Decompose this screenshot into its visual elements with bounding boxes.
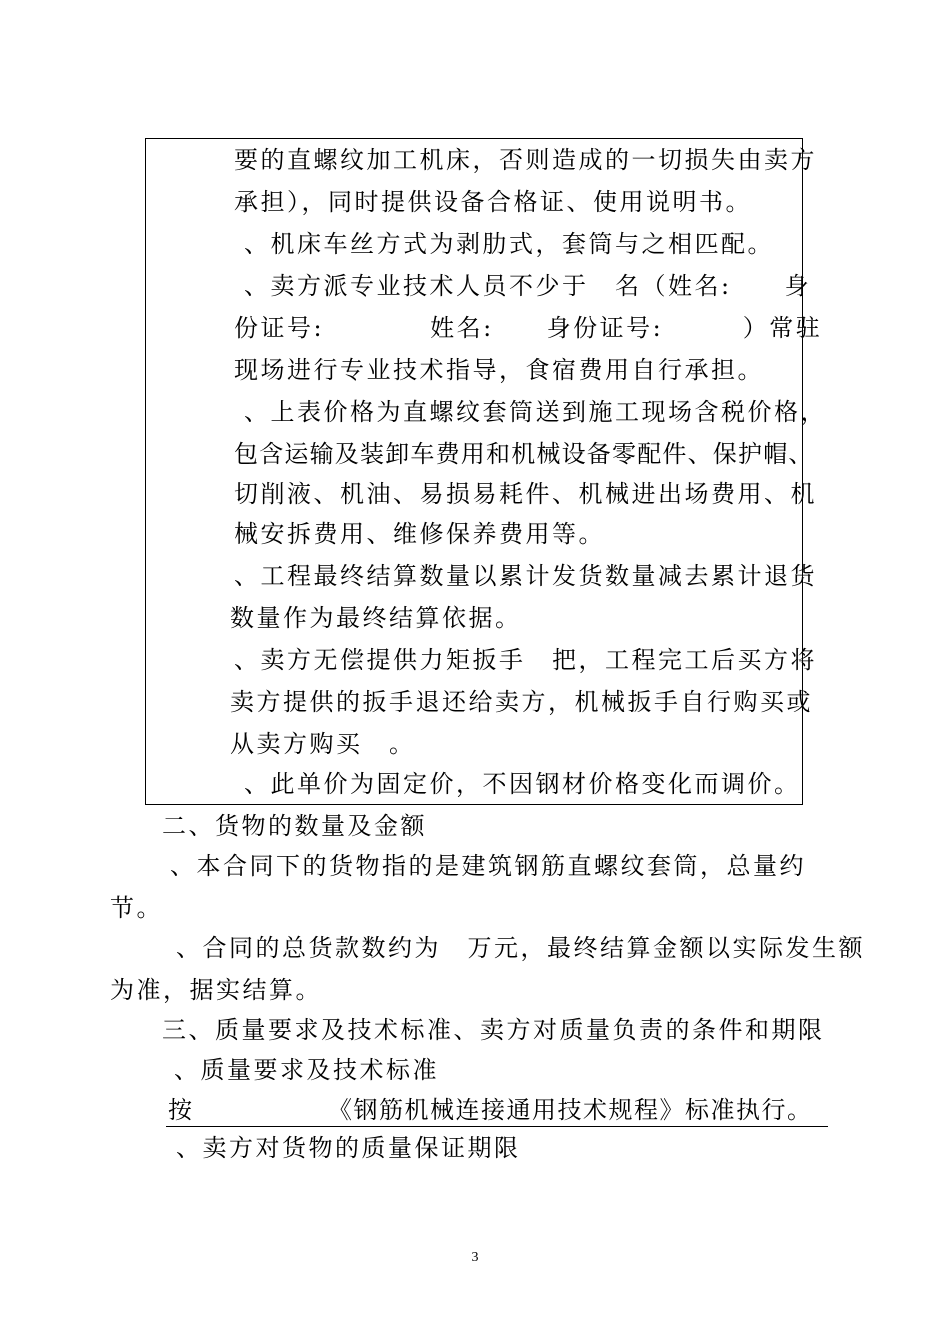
section-heading: 二、货物的数量及金额 <box>162 812 427 840</box>
standard-prefix: 按 <box>168 1096 192 1124</box>
box-line: 包含运输及装卸车费用和机械设备零配件、保护帽、 <box>234 440 814 468</box>
box-line: 要的直螺纹加工机床，否则造成的一切损失由卖方 <box>234 146 817 174</box>
body-line: 为准，据实结算。 <box>110 976 322 1004</box>
box-line: 械安拆费用、维修保养费用等。 <box>234 520 605 548</box>
box-line: 承担），同时提供设备合格证、使用说明书。 <box>234 188 752 216</box>
section-heading: 三、质量要求及技术标准、卖方对质量负责的条件和期限 <box>162 1016 825 1044</box>
body-line: 、卖方对货物的质量保证期限 <box>176 1134 521 1162</box>
box-line: 从卖方购买 。 <box>230 730 416 758</box>
body-line: 、合同的总货款数约为 万元，最终结算金额以实际发生额 <box>176 934 865 962</box>
body-line: 、本合同下的货物指的是建筑钢筋直螺纹套筒，总量约 <box>170 852 806 880</box>
box-line: 、卖方无偿提供力矩扳手 把，工程完工后买方将 <box>234 646 817 674</box>
box-line: 、卖方派专业技术人员不少于 名（姓名: 身 <box>244 272 812 300</box>
underline-rule <box>166 1126 828 1127</box>
box-line: 、上表价格为直螺纹套筒送到施工现场含税价格， <box>244 398 827 426</box>
standard-text: 《钢筋机械连接通用技术规程》标准执行。 <box>328 1096 813 1124</box>
box-line: 卖方提供的扳手退还给卖方，机械扳手自行购买或 <box>230 688 813 716</box>
box-line: 现场进行专业技术指导，食宿费用自行承担。 <box>234 356 764 384</box>
box-line: 切削液、机油、易损易耗件、机械进出场费用、机 <box>234 480 817 508</box>
box-line: 、工程最终结算数量以累计发货数量减去累计退货 <box>234 562 817 590</box>
box-line: 、此单价为固定价，不因钢材价格变化而调价。 <box>244 770 801 798</box>
box-line: 份证号: 姓名: 身份证号: ）常驻 <box>234 314 823 342</box>
body-line: 、质量要求及技术标准 <box>174 1056 439 1084</box>
box-line: 、机床车丝方式为剥肋式，套筒与之相匹配。 <box>244 230 774 258</box>
box-line: 数量作为最终结算依据。 <box>230 604 522 632</box>
page-number: 3 <box>471 1250 479 1265</box>
body-line: 节。 <box>110 894 163 922</box>
